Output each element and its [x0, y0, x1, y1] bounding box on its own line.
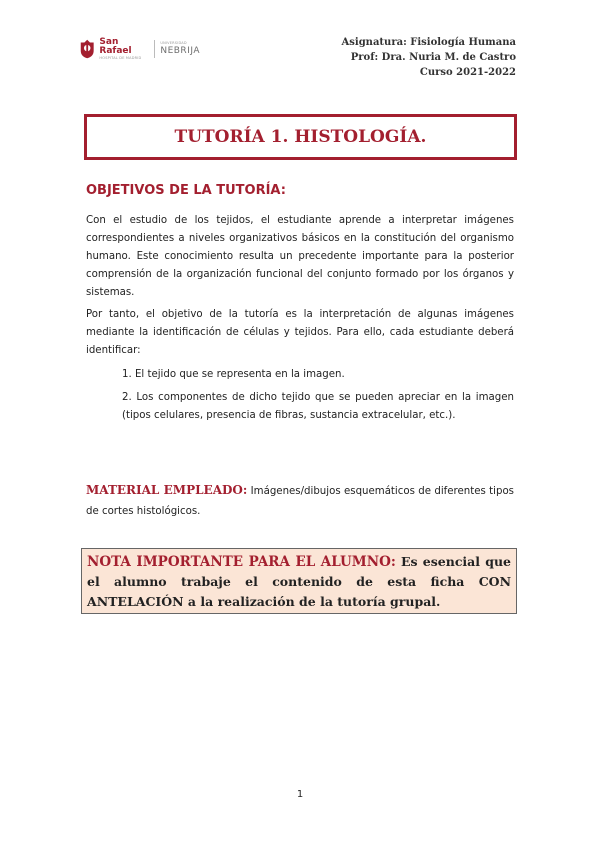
note-label: NOTA IMPORTANTE PARA EL ALUMNO: [87, 554, 396, 570]
objectives-heading: OBJETIVOS DE LA TUTORÍA: [86, 183, 286, 198]
logo-divider [154, 40, 155, 58]
list-item: 2. Los componentes de dicho tejido que se pueden apreciar en la imagen (tipos celulares, presencia de fibras, sustancia extracelular, etc.). [122, 392, 514, 421]
objectives-paragraph-1: Con el estudio de los tejidos, el estudiante aprende a interpretar imágenes correspondientes a niveles organizativos básicos en la constitución del organismo humano. Este conocimiento resulta un precedente importante para la posterior comprensión de la organización funcional del conjunto formado por los órganos y sistemas. [86, 215, 514, 298]
crest-icon [78, 38, 96, 60]
material-section [86, 480, 514, 522]
material-text: Imágenes/dibujos esquemáticos de diferentes tipos de cortes histológicos. [86, 486, 514, 517]
objectives-paragraph-2: Por tanto, el objetivo de la tutoría es la interpretación de algunas imágenes mediante la identificación de células y tejidos. Para ello, cada estudiante deberá identificar: [86, 309, 514, 356]
professor-line: Prof: Dra. Nuria M. de Castro [350, 52, 516, 63]
institution-logo [78, 34, 200, 64]
title-box [84, 114, 517, 160]
course-header [342, 35, 517, 80]
list-item: 1. El tejido que se representa en la imagen. [122, 369, 345, 380]
note-text-1: Es esencial que el alumno trabaje el contenido de esta ficha [87, 554, 512, 589]
logo-brand: San Rafael HOSPITAL DE MADRID [99, 36, 142, 60]
page-number: 1 [296, 789, 304, 800]
material-label: MATERIAL EMPLEADO: [86, 483, 248, 497]
important-note-box [81, 548, 517, 614]
logo-university: UNIVERSIDAD NEBRIJA [160, 41, 200, 56]
note-text-2: a la realización de la tutoría grupal. [183, 594, 441, 609]
course-year-line: Curso 2021-2022 [419, 67, 516, 78]
subject-line: Asignatura: Fisiología Humana [341, 37, 516, 48]
page-title: TUTORÍA 1. HISTOLOGÍA. [174, 127, 427, 147]
note-emphasis: CON ANTELACIÓN [87, 574, 511, 609]
